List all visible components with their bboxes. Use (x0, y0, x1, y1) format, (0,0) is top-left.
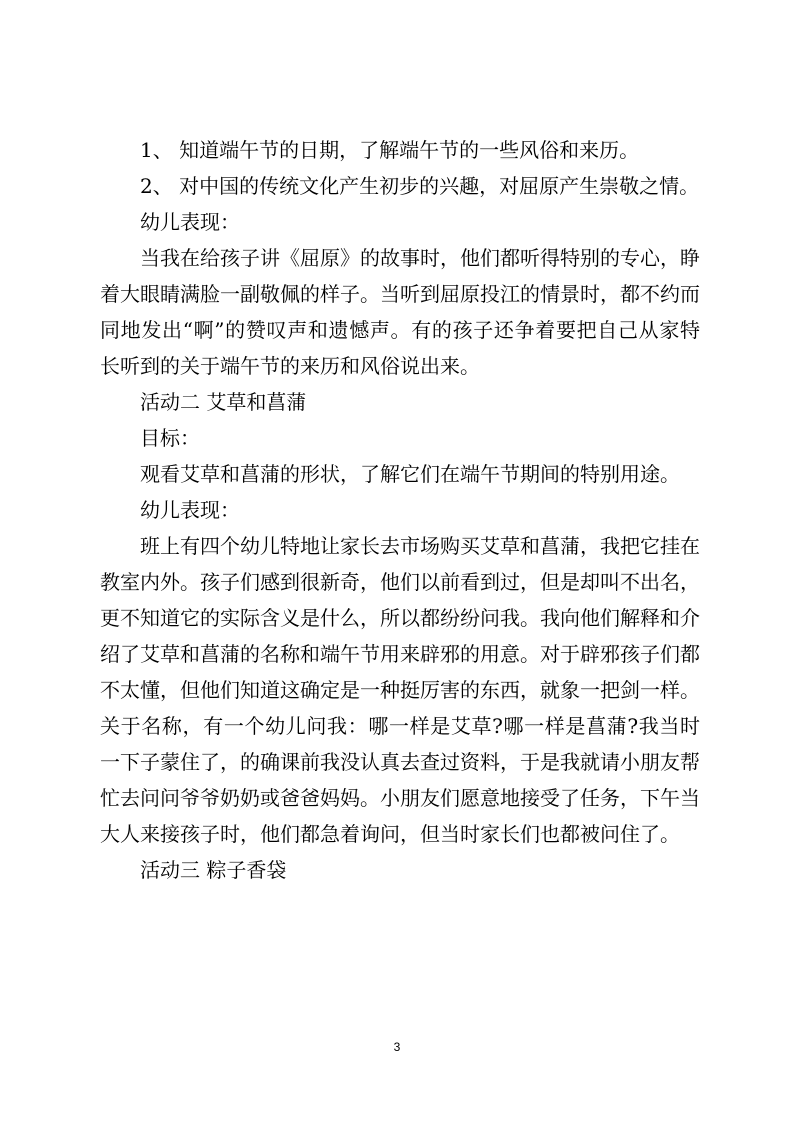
objective-item-1: 1、 知道端午节的日期，了解端午节的一些风俗和来历。 (140, 138, 640, 162)
objective-item-2: 2、 对中国的传统文化产生初步的兴趣，对屈原产生崇敬之情。 (140, 174, 700, 198)
section-label-performance: 幼儿表现： (140, 210, 240, 234)
section-label-goal: 目标： (140, 426, 200, 450)
paragraph-goal-text: 观看艾草和菖蒲的形状，了解它们在端午节期间的特别用途。 (140, 462, 680, 486)
page-number: 3 (393, 1040, 401, 1054)
section-label-performance-2: 幼儿表现： (140, 498, 240, 522)
activity-two-heading: 活动二 艾草和菖蒲 (140, 390, 307, 414)
document-body (100, 132, 700, 888)
paragraph-herbs-story: 班上有四个幼儿特地让家长去市场购买艾草和菖蒲，我把它挂在教室内外。孩子们感到很新奇，他们以前看到过，但是却叫不出名，更不知道它的实际含义是什么，所以都纷纷问我。我向他们解释和介绍了艾草和菖蒲的名称和端午节用来辟邪的用意。对于辟邪孩子们都不太懂，但他们知道这确定是一种挺厉害的东西，就象一把剑一样。关于名称，有一个幼儿问我：哪一样是艾草?哪一样是菖蒲?我当时一下子蒙住了，的确课前我没认真去查过资料，于是我就请小朋友帮忙去问问爷爷奶奶或爸爸妈妈。小朋友们愿意地接受了任务，下午当大人来接孩子时，他们都急着询问，但当时家长们也都被问住了。 (100, 534, 700, 846)
paragraph-qu-yuan-story: 当我在给孩子讲《屈原》的故事时，他们都听得特别的专心，睁着大眼睛满脸一副敬佩的样子。当听到屈原投江的情景时，都不约而同地发出“啊”的赞叹声和遗憾声。有的孩子还争着要把自己从家特长听到的关于端午节的来历和风俗说出来。 (100, 246, 700, 378)
activity-three-heading: 活动三 粽子香袋 (140, 858, 287, 882)
